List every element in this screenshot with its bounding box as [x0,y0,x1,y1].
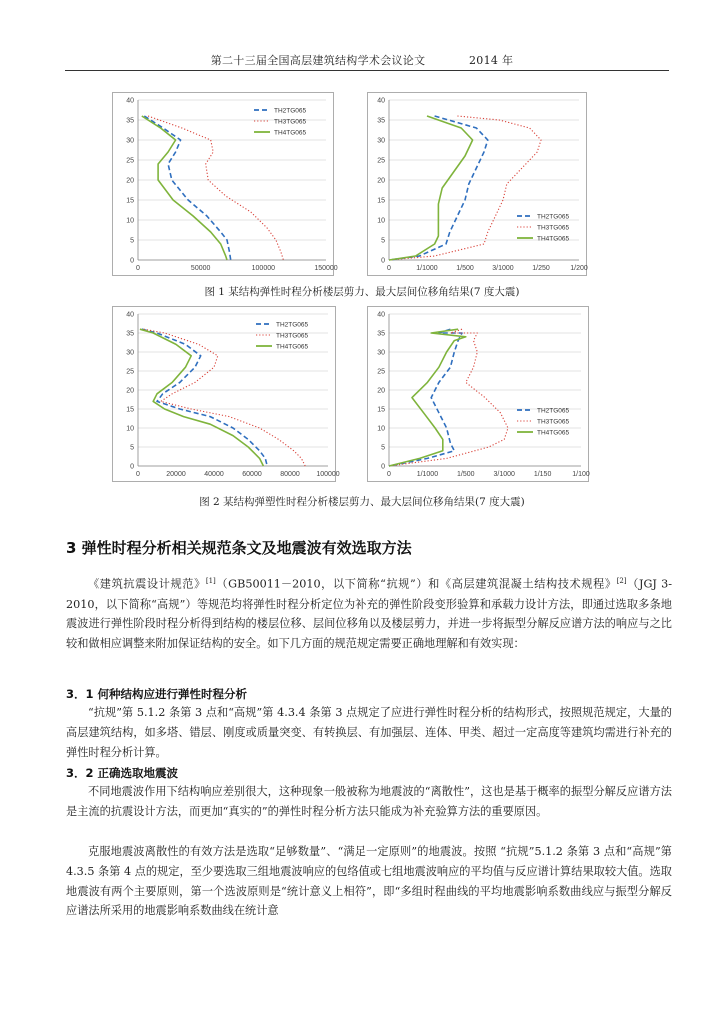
y-tick-label: 5 [381,444,385,452]
y-tick-label: 10 [126,425,134,433]
x-tick-label: 0 [387,471,391,478]
y-tick-label: 30 [126,349,134,357]
y-tick-label: 35 [377,117,385,125]
x-tick-label: 20000 [166,471,186,478]
x-tick-label: 1/200 [570,265,588,272]
fig2-drift-chart [367,306,589,482]
subsection-3-1-title: 3．1 何种结构应进行弹性时程分析 [66,687,248,701]
fig1-shear-chart [112,92,338,276]
y-tick-label: 5 [381,237,385,245]
x-tick-label: 0 [136,471,140,478]
x-tick-label: 50000 [190,265,211,272]
legend-label: TH3TG065 [274,118,307,126]
y-tick-label: 25 [126,368,134,376]
x-tick-label: 3/1000 [493,471,515,478]
y-tick-label: 25 [126,157,134,165]
x-tick-label: 1/500 [457,471,475,478]
header-year: 2014 年 [469,54,514,67]
intro-text-b: （GB50011－2010，以下简称“抗规”）和《高层建筑混凝土结构技术规程》 [215,577,617,591]
y-tick-label: 35 [126,117,134,125]
y-tick-label: 30 [377,137,385,145]
y-tick-label: 0 [130,257,134,265]
y-tick-label: 25 [377,157,385,165]
y-tick-label: 40 [126,311,134,319]
x-tick-label: 60000 [242,471,262,478]
y-tick-label: 5 [130,444,134,452]
x-tick-label: 80000 [280,471,300,478]
x-tick-label: 0 [136,265,140,272]
legend-label: TH2TG065 [276,321,309,329]
legend-label: TH2TG065 [537,213,570,221]
y-tick-label: 40 [377,311,385,319]
y-tick-label: 10 [126,217,134,225]
running-header [0,52,724,68]
y-tick-label: 15 [126,197,134,205]
legend-label: TH3TG065 [537,224,570,232]
header-title: 第二十三届全国高层建筑结构学术会议论文 [210,54,426,67]
y-tick-label: 40 [377,97,385,105]
x-tick-label: 1/1000 [416,265,438,272]
subsection-3-2-para2: 克服地震波离散性的有效方法是选取“足够数量”、“满足一定原则”的地震波。按照 “抗规”5.1.2 条第 3 点和“高规”第 4.3.5 条第 4 点的规定，至少要选取三组地震波响应的包络值或七组地震波响应的平均值与反应谱计算结果取较大值。选取地震波有两个主要原则，第一个选波原则是“统计意义上相符”，即“多组时程曲线的平均地震影响系数曲线应与振型分解反应谱法所采用的地震影响系数曲线在统计意 [66,845,672,918]
y-tick-label: 0 [381,463,385,471]
chart-svg [367,306,589,482]
intro-text-c: （JGJ 3-2010，以下简称“高规”）等规范均将弹性时程分析定位为补充的弹性阶段变形验算和承载力设计方法，即通过选取多条地震波进行弹性阶段时程分析得到结构的楼层位移、层间位移角以及楼层剪力，并进一步将振型分解反应谱方法的响应与之比较和做相应调整来附加保证结构的安全。如下几方面的规范规定需要正确地理解和有效实现： [66,577,672,651]
legend-label: TH2TG065 [274,107,307,115]
y-tick-label: 5 [130,237,134,245]
fig2-shear-chart [112,306,340,482]
subsection-3-2-title: 3．2 正确选取地震波 [66,766,179,780]
legend-label: TH2TG065 [537,407,570,415]
figure1-caption: 图 1 某结构弹性时程分析楼层剪力、最大层间位移角结果(7 度大震) [204,286,520,298]
x-tick-label: 1/1000 [416,471,439,478]
header-rule [65,70,669,71]
x-tick-label: 0 [387,265,391,272]
chart-svg [112,92,338,276]
x-tick-label: 1/100 [572,471,590,478]
fig1-drift-chart [367,92,587,276]
paragraph-intro [66,572,672,654]
y-tick-label: 15 [377,197,385,205]
legend-label: TH3TG065 [537,418,570,426]
x-tick-label: 1/250 [532,265,550,272]
y-tick-label: 10 [377,217,385,225]
y-tick-label: 35 [126,330,134,338]
x-tick-label: 100000 [251,265,276,272]
chart-svg [112,306,340,482]
y-tick-label: 10 [377,425,385,433]
legend-label: TH3TG065 [276,332,309,340]
y-tick-label: 25 [377,368,385,376]
citation-1: [1] [205,577,216,585]
y-tick-label: 30 [126,137,134,145]
y-tick-label: 20 [126,177,134,185]
y-tick-label: 20 [377,387,385,395]
intro-text-a: 《建筑抗震设计规范》 [88,577,206,591]
section-heading: 3 弹性时程分析相关规范条文及地震波有效选取方法 [66,539,412,557]
x-tick-label: 150000 [314,265,338,272]
legend-label: TH4TG065 [274,129,307,137]
y-tick-label: 20 [377,177,385,185]
x-tick-label: 100000 [316,471,340,478]
chart-svg [367,92,587,276]
figure2-caption: 图 2 某结构弹塑性时程分析楼层剪力、最大层间位移角结果(7 度大震) [199,496,525,508]
x-tick-label: 1/150 [533,471,552,478]
y-tick-label: 30 [377,349,385,357]
legend-label: TH4TG065 [537,235,570,243]
y-tick-label: 20 [126,387,134,395]
legend-label: TH4TG065 [537,429,570,437]
x-tick-label: 40000 [204,471,224,478]
x-tick-label: 3/1000 [492,265,514,272]
subsection-3-1-text: “抗规”第 5.1.2 条第 3 点和“高规”第 4.3.4 条第 3 点规定了应进行弹性时程分析的结构形式，按照规范规定，大量的高层建筑结构，如多塔、错层、刚度或质量突变、有转换层、有加强层、连体、甲类、超过一定高度等建筑均需进行补充的弹性时程分析计算。 [66,706,672,759]
y-tick-label: 0 [381,257,385,265]
legend-label: TH4TG065 [276,343,309,351]
y-tick-label: 15 [377,406,385,414]
y-tick-label: 40 [126,97,134,105]
y-tick-label: 0 [130,463,134,471]
citation-2: [2] [616,577,627,585]
subsection-3-2-para1: 不同地震波作用下结构响应差别很大，这种现象一般被称为地震波的“离散性”，这也是基于概率的振型分解反应谱方法是主流的抗震设计方法，而更加“真实的”的弹性时程分析方法只能成为补充验算方法的重要原因。 [66,785,672,818]
x-tick-label: 1/500 [456,265,474,272]
y-tick-label: 35 [377,330,385,338]
y-tick-label: 15 [126,406,134,414]
